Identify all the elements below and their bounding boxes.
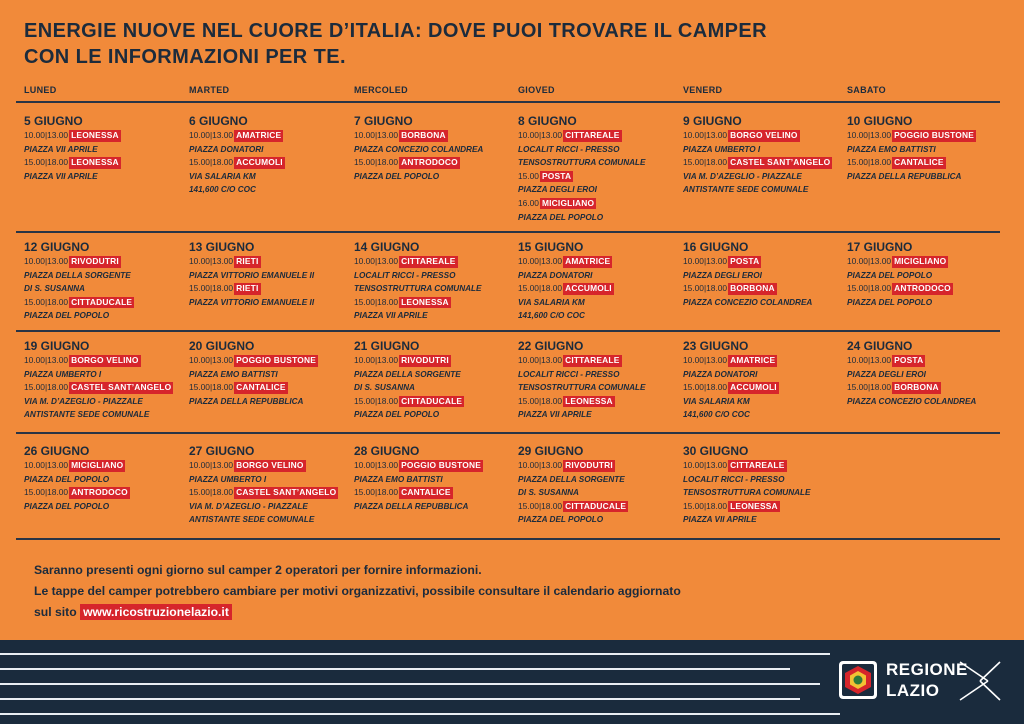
slot-address: ANTISTANTE SEDE COMUNALE [683,185,809,195]
slot-address: PIAZZA UMBERTO I [24,369,102,379]
slot-address: TENSOSTRUTTURA COMUNALE [683,488,811,498]
slot-time: 15.00|18.00 [847,157,892,168]
slot-town-badge: RIVODUTRI [401,355,449,365]
slot-address: PIAZZA EMO BATTISTI [847,144,936,154]
day-cell [24,114,184,183]
slot-town-badge: BORGO VELINO [71,355,139,365]
day-date: 21 GIUGNO [354,339,420,353]
weekday-label: MARTED [189,85,230,95]
slot-address: TENSOSTRUTTURA COMUNALE [518,383,646,393]
slot-time: 10.00|13.00 [24,256,69,266]
slot-town-badge: LEONESSA [401,296,449,307]
slot-town-badge: BORGO VELINO [730,130,798,140]
schedule-slot [683,255,843,269]
slot-town-badge: CASTEL SANT’ANGELO [236,487,337,498]
slot-town-badge: POGGIO BUSTONE [894,130,974,140]
schedule-slot [189,282,349,296]
schedule-slot [683,381,843,395]
slot-address: LOCALIT RICCI - PRESSO [683,474,785,484]
slot-time: 10.00|13.00 [847,355,892,365]
slot-time: 15.00|18.00 [189,283,234,294]
slot-time: 15.00|18.00 [24,296,69,307]
slot-address: PIAZZA DEL POPOLO [847,297,933,307]
slot-address: PIAZZA CONCEZIO COLANDREA [847,396,977,406]
schedule-slot [683,354,843,368]
slot-address: PIAZZA DELLA SORGENTE [24,270,131,280]
day-date: 17 GIUGNO [847,240,913,254]
slot-address: VIA SALARIA KM [518,297,585,307]
day-cell [189,114,349,197]
slot-town-badge: CITTADUCALE [71,296,133,307]
slot-time: 16.00 [518,197,539,208]
slot-time: 15.00|18.00 [683,157,728,168]
schedule-slot [847,156,1007,170]
slot-address: DI S. SUSANNA [24,284,85,294]
day-cell [683,444,843,527]
stripe-decoration [0,683,820,685]
schedule-slot [847,354,1007,368]
footer-site-prefix: sul sito [34,605,77,619]
slot-address: PIAZZA VII APRILE [683,515,757,525]
footer-line-3 [34,602,681,623]
slot-time: 10.00|13.00 [354,355,399,365]
schedule-slot [847,255,1007,269]
slot-town-badge: AMATRICE [730,355,776,365]
schedule-slot [189,129,349,143]
slot-time: 15.00|18.00 [847,382,892,393]
day-cell [189,240,349,309]
schedule-slot [518,459,678,473]
slot-address: 141,600 C/O COC [683,410,750,420]
day-date: 27 GIUGNO [189,444,255,458]
schedule-slot [354,395,514,409]
day-cell [24,444,184,513]
slot-time: 15.00|18.00 [354,157,399,168]
schedule-slot [354,129,514,143]
stripe-decoration [0,713,840,715]
day-cell [189,444,349,527]
schedule-slot [847,381,1007,395]
schedule-slot [24,486,184,500]
slot-address: VIA M. D’AZEGLIO - PIAZZALE [189,501,308,511]
logo-cross-decoration-icon [958,660,1002,702]
slot-address: 141,600 C/O COC [518,311,585,321]
schedule-slot [683,500,843,514]
slot-town-badge: CITTAREALE [401,256,456,266]
slot-town-badge: POSTA [541,170,572,181]
day-date: 16 GIUGNO [683,240,749,254]
logo-line-1: REGIONE [886,660,968,679]
slot-time: 10.00|13.00 [683,460,728,470]
slot-town-badge: ACCUMOLI [565,283,612,294]
schedule-slot [24,354,184,368]
slot-town-badge: BORBONA [730,283,775,294]
regione-lazio-logo [838,658,1008,704]
slot-town-badge: MICIGLIANO [894,256,947,266]
slot-town-badge: POSTA [730,256,760,266]
day-cell [847,240,1007,309]
slot-address: PIAZZA DELLA REPUBBLICA [354,501,469,511]
day-date: 14 GIUGNO [354,240,420,254]
slot-town-badge: CANTALICE [401,487,451,498]
weekday-label: LUNED [24,85,57,95]
slot-address: PIAZZA DELLA SORGENTE [518,474,625,484]
day-cell [683,114,843,197]
day-cell [683,339,843,422]
slot-address: 141,600 C/O COC [189,185,256,195]
slot-time: 15.00|18.00 [24,382,69,393]
row-divider [16,101,1000,103]
schedule-slot [847,282,1007,296]
slot-address: PIAZZA UMBERTO I [683,144,761,154]
slot-address: TENSOSTRUTTURA COMUNALE [518,158,646,168]
slot-town-badge: ACCUMOLI [730,382,777,393]
slot-address: PIAZZA DEL POPOLO [24,501,110,511]
slot-address: PIAZZA DONATORI [189,144,264,154]
slot-address: DI S. SUSANNA [518,488,579,498]
slot-address: PIAZZA VITTORIO EMANUELE II [189,270,315,280]
slot-address: ANTISTANTE SEDE COMUNALE [189,515,315,525]
day-cell [518,240,678,323]
slot-time: 10.00|13.00 [354,256,399,266]
slot-time: 10.00|13.00 [518,130,563,140]
slot-time: 15.00|18.00 [189,382,234,393]
website-link[interactable]: www.ricostruzionelazio.it [80,604,232,620]
slot-time: 10.00|13.00 [189,256,234,266]
weekday-label: VENERD [683,85,723,95]
slot-address: PIAZZA CONCEZIO COLANDREA [683,297,813,307]
slot-town-badge: RIVODUTRI [565,460,613,470]
day-date: 9 GIUGNO [683,114,742,128]
schedule-slot [24,459,184,473]
schedule-slot [683,282,843,296]
slot-time: 10.00|13.00 [518,355,563,365]
slot-time: 10.00|13.00 [24,130,69,140]
slot-town-badge: LEONESSA [71,130,119,140]
slot-address: PIAZZA UMBERTO I [189,474,267,484]
day-date: 6 GIUGNO [189,114,248,128]
slot-town-badge: MICIGLIANO [541,197,595,208]
schedule-slot [189,255,349,269]
slot-address: VIA M. D’AZEGLIO - PIAZZALE [683,171,802,181]
stripe-decoration [0,698,800,700]
day-cell [24,240,184,323]
slot-time: 10.00|13.00 [24,355,69,365]
slot-time: 10.00|13.00 [518,256,563,266]
slot-address: PIAZZA DONATORI [518,270,593,280]
slot-time: 15.00|18.00 [24,487,69,498]
slot-town-badge: AMATRICE [236,130,282,140]
slot-town-badge: POGGIO BUSTONE [236,355,316,365]
title-line-1: ENERGIE NUOVE NEL CUORE D’ITALIA: DOVE PUOI TROVARE IL CAMPER [24,20,767,42]
slot-town-badge: ANTRODOCO [71,487,128,498]
day-date: 12 GIUGNO [24,240,90,254]
day-date: 8 GIUGNO [518,114,577,128]
day-date: 29 GIUGNO [518,444,584,458]
schedule-slot [354,459,514,473]
slot-time: 10.00|13.00 [354,460,399,470]
title-line-2: CON LE INFORMAZIONI PER TE. [24,46,346,68]
slot-town-badge: CITTAREALE [730,460,785,470]
slot-time: 15.00 [518,170,539,181]
slot-address: PIAZZA VITTORIO EMANUELE II [189,297,315,307]
day-cell [189,339,349,408]
slot-time: 15.00|18.00 [354,487,399,498]
day-cell [518,444,678,527]
schedule-slot [683,156,843,170]
slot-time: 15.00|18.00 [24,157,69,168]
slot-address: PIAZZA DEGLI EROI [683,270,762,280]
weekday-label: GIOVED [518,85,555,95]
row-divider [16,231,1000,233]
slot-town-badge: LEONESSA [565,395,613,406]
day-date: 10 GIUGNO [847,114,913,128]
slot-town-badge: CANTALICE [236,382,286,393]
weekday-label: MERCOLED [354,85,408,95]
slot-address: PIAZZA EMO BATTISTI [189,369,278,379]
slot-address: ANTISTANTE SEDE COMUNALE [24,410,150,420]
slot-town-badge: ANTRODOCO [401,157,458,168]
slot-town-badge: CITTADUCALE [565,500,627,511]
slot-address: DI S. SUSANNA [354,383,415,393]
slot-town-badge: CASTEL SANT’ANGELO [71,382,172,393]
day-date: 13 GIUGNO [189,240,255,254]
day-cell [847,339,1007,408]
schedule-slot [683,459,843,473]
slot-address: VIA SALARIA KM [683,396,750,406]
slot-address: PIAZZA DEL POPOLO [518,212,604,222]
slot-town-badge: CANTALICE [894,157,944,168]
slot-time: 15.00|18.00 [518,395,563,406]
slot-time: 10.00|13.00 [518,460,563,470]
slot-address: PIAZZA DEL POPOLO [24,311,110,321]
schedule-slot [189,381,349,395]
slot-time: 15.00|18.00 [518,283,563,294]
day-date: 24 GIUGNO [847,339,913,353]
slot-address: LOCALIT RICCI - PRESSO [518,369,620,379]
slot-address: PIAZZA DEL POPOLO [354,171,440,181]
slot-time: 15.00|18.00 [847,283,892,294]
day-date: 22 GIUGNO [518,339,584,353]
slot-address: PIAZZA DEGLI EROI [518,185,597,195]
slot-address: TENSOSTRUTTURA COMUNALE [354,284,482,294]
slot-address: PIAZZA VII APRILE [24,144,98,154]
schedule-slot [24,156,184,170]
slot-time: 15.00|18.00 [683,500,728,511]
day-cell [354,114,514,183]
logo-line-2: LAZIO [886,681,940,700]
slot-time: 15.00|18.00 [189,157,234,168]
slot-address: PIAZZA VII APRILE [518,410,592,420]
row-divider [16,330,1000,332]
slot-town-badge: ACCUMOLI [236,157,283,168]
footer-notes [34,560,681,623]
page-title [24,18,984,70]
slot-time: 10.00|13.00 [683,256,728,266]
slot-town-badge: CITTAREALE [565,130,620,140]
day-cell [354,339,514,422]
schedule-slot [354,255,514,269]
schedule-slot [189,486,349,500]
slot-town-badge: BORBONA [894,382,939,393]
schedule-slot [24,296,184,310]
day-date: 7 GIUGNO [354,114,413,128]
slot-town-badge: ANTRODOCO [894,283,951,294]
slot-time: 15.00|18.00 [683,283,728,294]
slot-town-badge: MICIGLIANO [71,460,124,470]
slot-time: 15.00|18.00 [354,395,399,406]
schedule-slot [518,255,678,269]
region-emblem-icon [838,660,878,700]
schedule-slot [847,129,1007,143]
schedule-slot [518,395,678,409]
slot-address: LOCALIT RICCI - PRESSO [354,270,456,280]
day-cell [518,339,678,422]
day-cell [683,240,843,309]
slot-address: PIAZZA DEL POPOLO [24,474,110,484]
footer-line-1: Saranno presenti ogni giorno sul camper 2 operatori per fornire informazioni. [34,563,482,577]
slot-address: LOCALIT RICCI - PRESSO [518,144,620,154]
schedule-slot [518,282,678,296]
day-cell [354,240,514,323]
schedule-slot [24,381,184,395]
day-date: 28 GIUGNO [354,444,420,458]
slot-time: 10.00|13.00 [847,256,892,266]
schedule-slot [683,129,843,143]
weekday-label: SABATO [847,85,886,95]
row-divider [16,538,1000,540]
slot-address: VIA SALARIA KM [189,171,256,181]
day-cell [354,444,514,513]
slot-address: PIAZZA DEGLI EROI [847,369,926,379]
slot-time: 10.00|13.00 [189,130,234,140]
schedule-slot [24,129,184,143]
slot-time: 10.00|13.00 [24,460,69,470]
slot-time: 15.00|18.00 [189,487,234,498]
logo-text [886,659,968,701]
slot-time: 10.00|13.00 [189,460,234,470]
day-date: 5 GIUGNO [24,114,83,128]
day-date: 20 GIUGNO [189,339,255,353]
slot-time: 10.00|13.00 [189,355,234,365]
slot-address: PIAZZA DONATORI [683,369,758,379]
slot-town-badge: LEONESSA [71,157,119,168]
stripe-decoration [0,668,790,670]
slot-time: 15.00|18.00 [354,296,399,307]
slot-address: PIAZZA VII APRILE [354,311,428,321]
slot-address: PIAZZA VII APRILE [24,171,98,181]
footer-line-2: Le tappe del camper potrebbero cambiare per motivi organizzativi, possibile consultare il calendario aggiornato [34,584,681,598]
day-cell [847,114,1007,183]
slot-town-badge: BORGO VELINO [236,460,304,470]
day-date: 26 GIUGNO [24,444,90,458]
row-divider [16,432,1000,434]
slot-town-badge: LEONESSA [730,500,778,511]
slot-time: 15.00|18.00 [518,500,563,511]
day-cell [24,339,184,422]
slot-town-badge: CITTADUCALE [401,395,463,406]
schedule-slot [518,500,678,514]
slot-town-badge: RIVODUTRI [71,256,119,266]
day-date: 30 GIUGNO [683,444,749,458]
slot-town-badge: POSTA [894,355,924,365]
schedule-slot [518,129,678,143]
schedule-slot [518,354,678,368]
schedule-slot [189,459,349,473]
day-date: 23 GIUGNO [683,339,749,353]
slot-address: PIAZZA EMO BATTISTI [354,474,443,484]
schedule-slot [354,486,514,500]
schedule-slot [354,296,514,310]
schedule-slot [518,170,678,184]
day-date: 15 GIUGNO [518,240,584,254]
day-date: 19 GIUGNO [24,339,90,353]
slot-time: 10.00|13.00 [847,130,892,140]
slot-town-badge: AMATRICE [565,256,611,266]
schedule-slot [354,354,514,368]
slot-time: 10.00|13.00 [354,130,399,140]
slot-address: VIA M. D’AZEGLIO - PIAZZALE [24,396,143,406]
schedule-slot [518,197,678,211]
schedule-slot [189,354,349,368]
slot-town-badge: POGGIO BUSTONE [401,460,481,470]
slot-time: 15.00|18.00 [683,382,728,393]
slot-address: PIAZZA DELLA REPUBBLICA [847,171,962,181]
slot-address: PIAZZA DELLA SORGENTE [354,369,461,379]
slot-time: 10.00|13.00 [683,130,728,140]
schedule-slot [354,156,514,170]
slot-town-badge: CASTEL SANT’ANGELO [730,157,831,168]
slot-address: PIAZZA DEL POPOLO [518,515,604,525]
slot-time: 10.00|13.00 [683,355,728,365]
slot-town-badge: BORBONA [401,130,446,140]
slot-address: PIAZZA DELLA REPUBBLICA [189,396,304,406]
day-cell [518,114,678,224]
slot-address: PIAZZA CONCEZIO COLANDREA [354,144,484,154]
slot-town-badge: RIETI [236,256,259,266]
stripe-decoration [0,653,830,655]
schedule-slot [24,255,184,269]
slot-address: PIAZZA DEL POPOLO [354,410,440,420]
slot-town-badge: CITTAREALE [565,355,620,365]
schedule-slot [189,156,349,170]
slot-address: PIAZZA DEL POPOLO [847,270,933,280]
slot-town-badge: RIETI [236,283,259,294]
